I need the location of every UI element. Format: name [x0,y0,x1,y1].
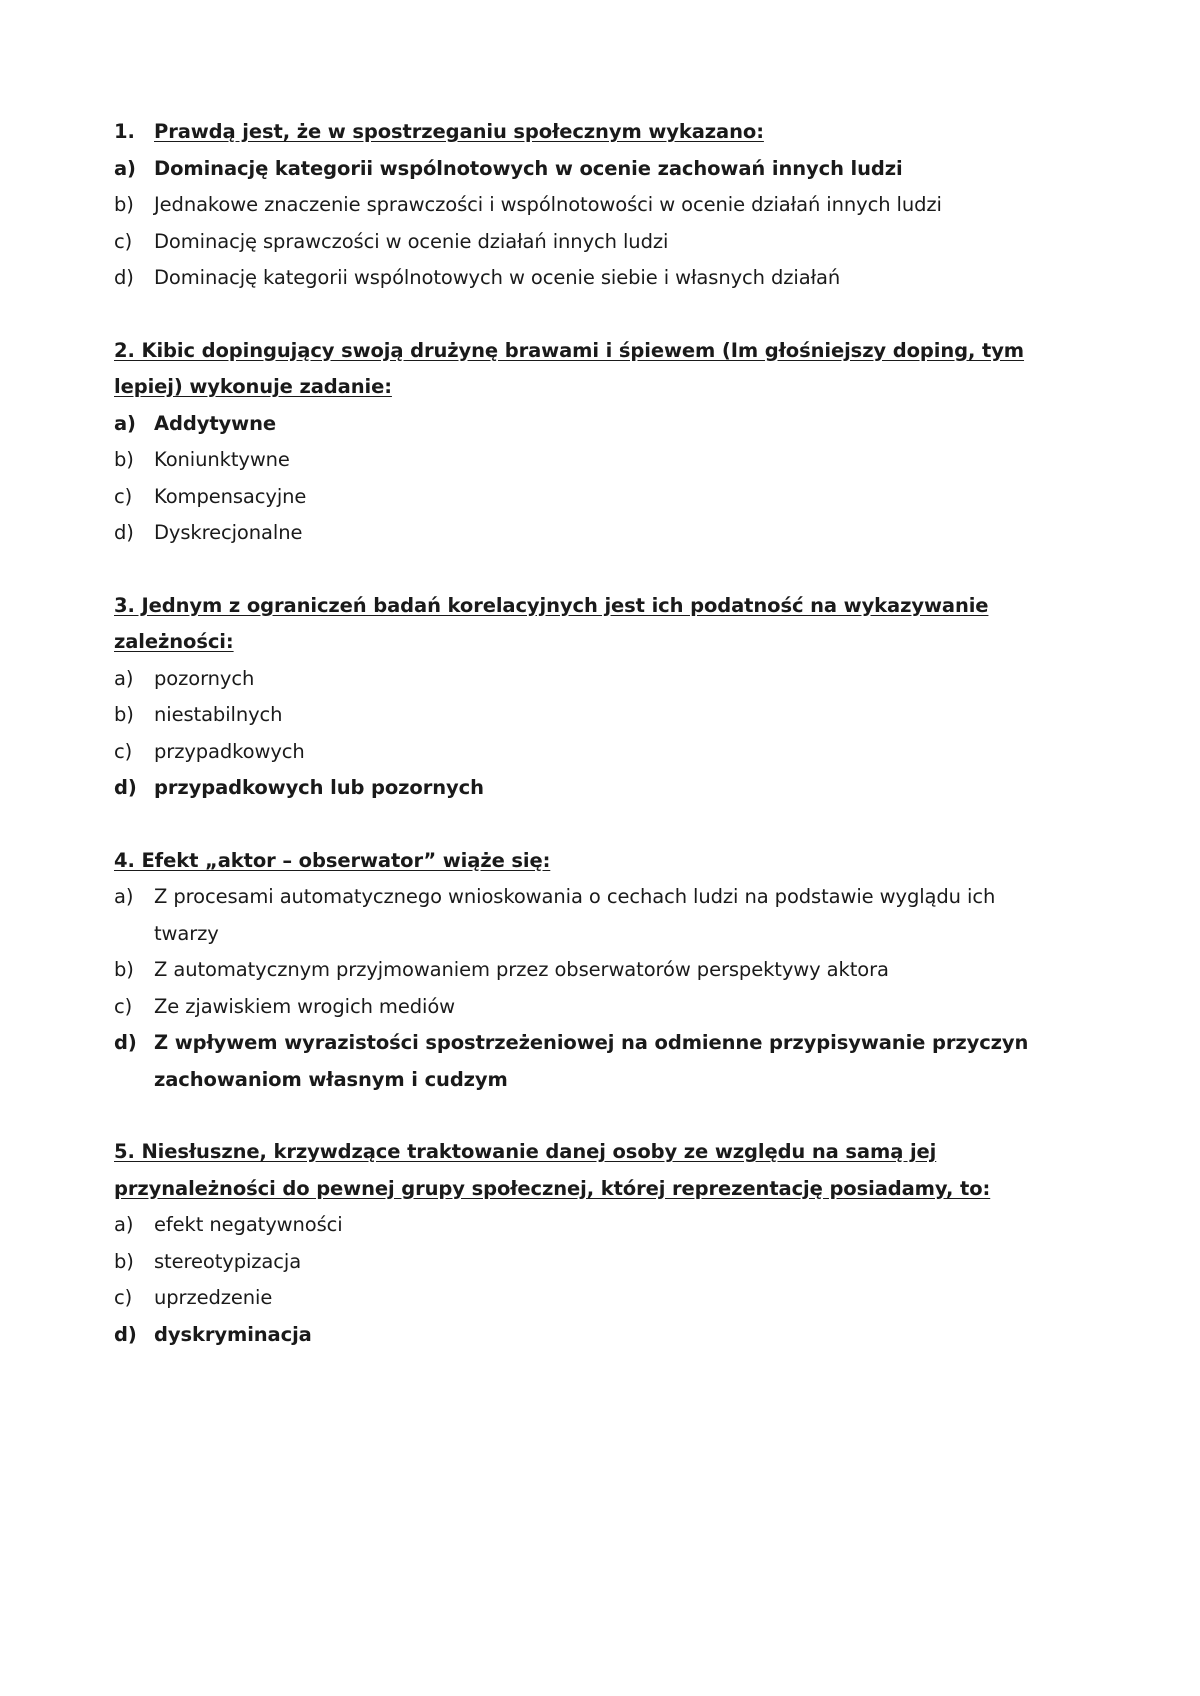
question-text-line-1: 5. Niesłuszne, krzywdzące traktowanie danej osoby ze względu na samą jej [114,1140,937,1163]
option-text: Koniunktywne [154,448,290,471]
option-text: efekt negatywności [154,1213,343,1236]
option-b [114,187,1054,224]
option-a [114,406,1054,443]
option-text: Dominację sprawczości w ocenie działań innych ludzi [154,229,669,253]
option-text: Dyskrecjonalne [154,521,303,544]
option-a [114,661,1054,698]
option-letter: b) [114,193,134,216]
option-letter: a) [114,666,134,690]
option-letter: a) [114,411,136,435]
option-letter: d) [114,1031,137,1054]
option-c [114,734,1054,771]
option-text: Ze zjawiskiem wrogich mediów [154,994,455,1018]
option-text: Dominację kategorii wspólnotowych w ocenie zachowań innych ludzi [154,156,903,180]
question-text-line-2: zależności: [114,630,234,653]
option-a [114,879,1054,916]
option-text: Z wpływem wyrazistości spostrzeżeniowej na odmienne przypisywanie przyczyn [154,1031,1029,1054]
option-letter: d) [114,1322,137,1346]
option-d-continued [114,1062,1054,1099]
quiz-content [114,114,1054,1389]
option-letter: d) [114,266,134,289]
option-d [114,1317,1054,1354]
option-a [114,151,1054,188]
option-b [114,442,1054,479]
question-2 [114,333,1054,552]
option-text: przypadkowych lub pozornych [154,776,484,799]
question-number: 1. [114,120,135,143]
question-text-line-1: 3. Jednym z ograniczeń badań korelacyjnych jest ich podatność na wykazywanie [114,593,989,617]
option-text: Jednakowe znaczenie sprawczości i wspólnotowości w ocenie działań innych ludzi [154,193,942,216]
option-a [114,1207,1054,1244]
option-text: przypadkowych [154,739,305,763]
option-c [114,989,1054,1026]
question-text-line-2: lepiej) wykonuje zadanie: [114,375,392,398]
option-text: niestabilnych [154,703,283,726]
option-text-continued: zachowaniom własnym i cudzym [154,1067,508,1091]
option-letter: b) [114,703,134,726]
question-text-line-1: 2. Kibic dopingujący swoją drużynę brawami i śpiewem (Im głośniejszy doping, tym [114,338,1025,362]
question-5 [114,1134,1054,1353]
option-text: Kompensacyjne [154,484,307,508]
option-letter: b) [114,1249,134,1273]
option-b [114,697,1054,734]
option-text-continued: twarzy [154,921,219,945]
option-letter: c) [114,739,133,763]
question-4 [114,843,1054,1099]
option-text: Z automatycznym przyjmowaniem przez obserwatorów perspektywy aktora [154,958,889,981]
option-text: uprzedzenie [154,1286,273,1309]
option-text: pozornych [154,666,255,690]
option-text: Dominację kategorii wspólnotowych w ocenie siebie i własnych działań [154,266,841,289]
option-d [114,260,1054,297]
option-d [114,515,1054,552]
option-text: stereotypizacja [154,1249,302,1273]
option-c [114,1280,1054,1317]
option-letter: d) [114,521,134,544]
question-text: Prawdą jest, że w spostrzeganiu społecznym wykazano: [154,120,764,143]
option-letter: a) [114,1213,134,1236]
option-letter: c) [114,229,133,253]
option-text: Addytywne [154,411,276,435]
question-text-line-1: 4. Efekt „aktor – obserwator” wiąże się: [114,848,551,872]
option-letter: c) [114,994,133,1018]
option-letter: b) [114,958,134,981]
question-text-line-2: przynależności do pewnej grupy społecznej, której reprezentację posiadamy, to: [114,1176,991,1200]
option-c [114,479,1054,516]
option-d [114,770,1054,807]
option-b [114,1244,1054,1281]
option-letter: a) [114,885,134,908]
option-text: dyskryminacja [154,1322,312,1346]
option-letter: a) [114,156,136,180]
option-a-continued [114,916,1054,953]
option-letter: c) [114,1286,133,1309]
option-letter: b) [114,448,134,471]
option-text: Z procesami automatycznego wnioskowania o cechach ludzi na podstawie wyglądu ich [154,885,996,908]
question-1 [114,114,1054,297]
option-letter: c) [114,484,133,508]
option-letter: d) [114,776,137,799]
question-3 [114,588,1054,807]
option-c [114,224,1054,261]
question-1-header [114,114,1054,151]
option-b [114,952,1054,989]
option-d [114,1025,1054,1062]
